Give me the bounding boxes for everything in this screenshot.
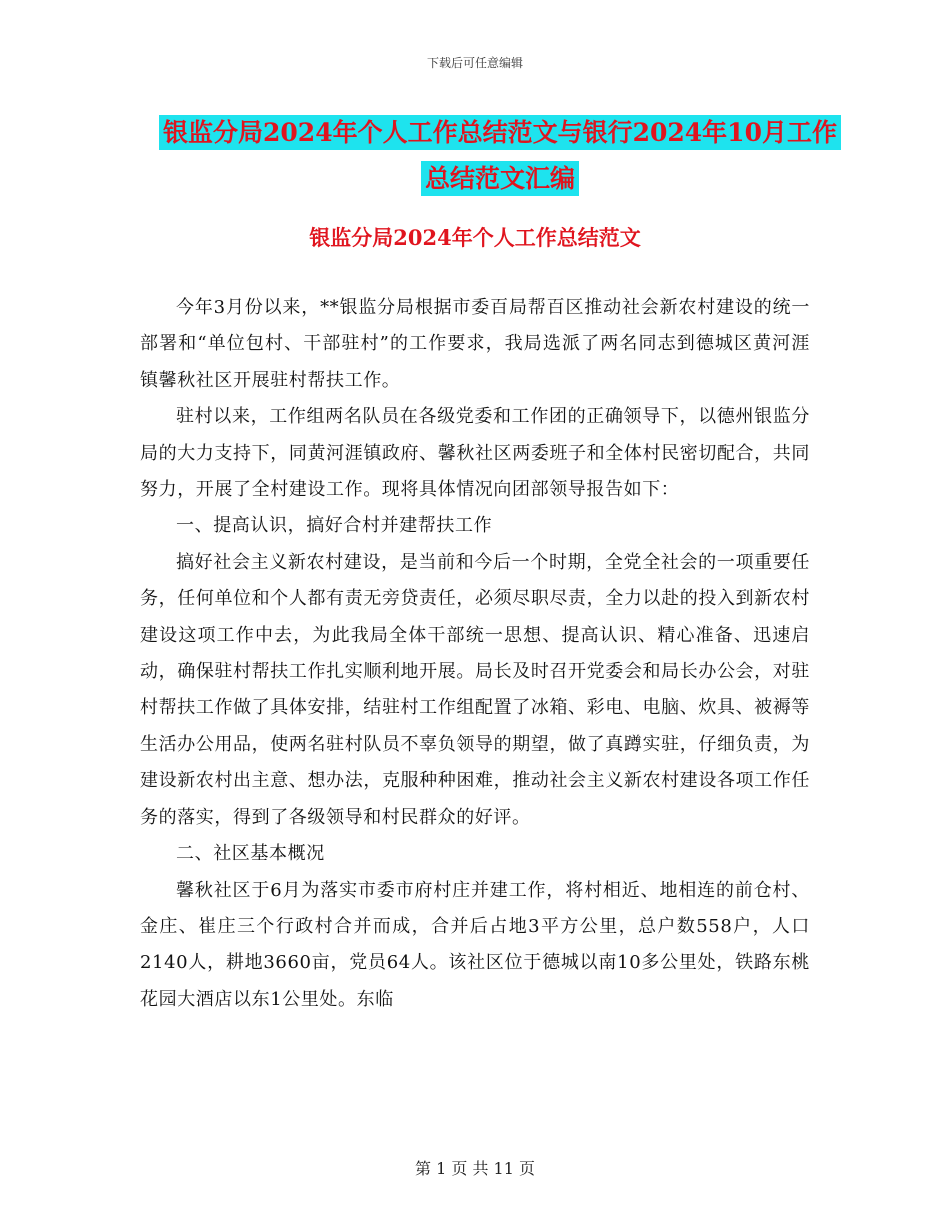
page-footer: 第 1 页 共 11 页	[415, 1159, 535, 1178]
section-title: 银监分局2024年个人工作总结范文	[309, 225, 641, 250]
paragraph: 今年3月份以来，**银监分局根据市委百局帮百区推动社会新农村建设的统一部署和“单位包村、干部驻村”的工作要求，我局选派了两名同志到德城区黄河涯镇馨秋社区开展驻村帮扶工作。	[140, 297, 810, 391]
section-heading: 一、提高认识，搞好合村并建帮扶工作	[176, 515, 493, 537]
paragraph: 搞好社会主义新农村建设，是当前和今后一个时期，全党全社会的一项重要任务，任何单位和个人都有责无旁贷责任，必须尽职尽责，全力以赴的投入到新农村建设这项工作中去，为此我局全体干部统一思想、提高认识、精心准备、迅速启动，确保驻村帮扶工作扎实顺利地开展。局长及时召开党委会和局长办公会，对驻村帮扶工作做了具体安排，结驻村工作组配置了冰箱、彩电、电脑、炊具、被褥等生活办公用品，使两名驻村队员不辜负领导的期望，做了真蹲实驻，仔细负责，为建设新农村出主意、想办法，克服种种困难，推动社会主义新农村建设各项工作任务的落实，得到了各级领导和村民群众的好评。	[140, 551, 810, 828]
header-note: 下载后可任意编辑	[426, 56, 523, 70]
document-title	[150, 110, 850, 202]
paragraph: 驻村以来，工作组两名队员在各级党委和工作团的正确领导下，以德州银监分局的大力支持下，同黄河涯镇政府、馨秋社区两委班子和全体村民密切配合，共同努力，开展了全村建设工作。现将具体情况向团部领导报告如下：	[140, 406, 810, 501]
document-title-text: 银监分局2024年个人工作总结范文与银行2024年10月工作总结范文汇编	[159, 115, 841, 196]
section-heading: 二、社区基本概况	[176, 843, 325, 865]
paragraph: 馨秋社区于6月为落实市委市府村庄并建工作，将村相近、地相连的前仓村、金庄、崔庄三个行政村合并而成，合并后占地3平方公里，总户数558户，人口2140人，耕地3660亩，党员64人。该社区位于德城以南10多公里处，铁路东桃花园大酒店以东1公里处。东临	[140, 879, 810, 1010]
body-text	[140, 290, 810, 1018]
